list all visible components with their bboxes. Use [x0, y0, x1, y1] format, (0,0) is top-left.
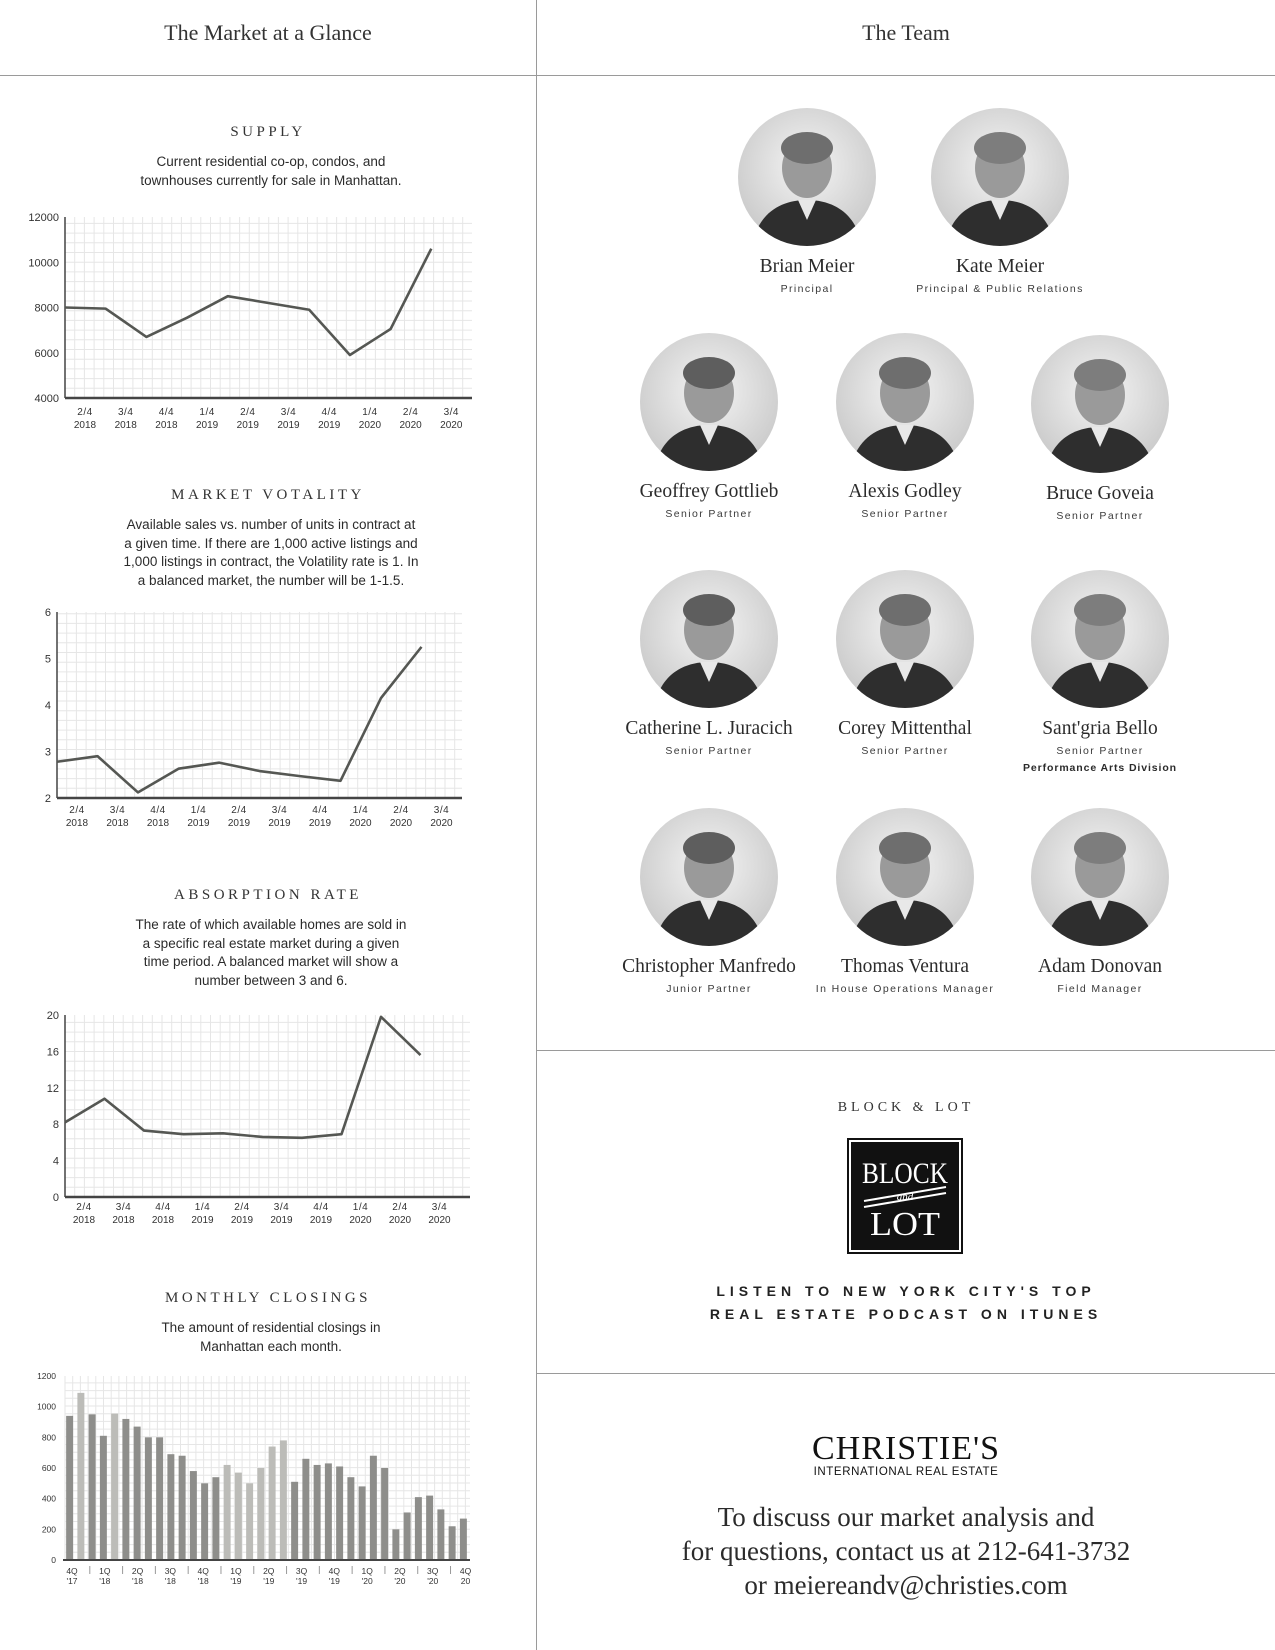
team-member-role: Field Manager [1057, 983, 1143, 995]
x-tick-label: 2018 [106, 818, 129, 829]
bar [167, 1454, 174, 1560]
logo-word-block: BLOCK [862, 1157, 949, 1190]
bar [381, 1468, 388, 1560]
x-tick-label: 2019 [318, 420, 341, 431]
bar [437, 1509, 444, 1560]
volatility-desc-line: a given time. If there are 1,000 active listings and [124, 535, 418, 551]
y-tick-label: 12000 [28, 212, 59, 224]
supply-line-chart [0, 205, 536, 435]
bar [89, 1414, 96, 1560]
volatility-desc-line: a balanced market, the number will be 1-1.5. [137, 572, 405, 588]
x-tick-label: 2019 [195, 420, 219, 431]
supply-chart-title: SUPPLY [230, 124, 306, 140]
x-tick-label: 2018 [155, 420, 178, 431]
brand-subtitle: INTERNATIONAL REAL ESTATE [813, 1466, 999, 1478]
team-member-card [1000, 570, 1200, 774]
x-tick-label: 2020 [440, 420, 463, 431]
team-member-photo [640, 333, 778, 471]
y-tick-label: 8000 [34, 302, 59, 315]
contact-line-phone[interactable]: for questions, contact us at 212-641-3732 [681, 1536, 1131, 1566]
team-member-card [707, 108, 907, 295]
podcast-cta-line: LISTEN TO NEW YORK CITY'S TOP [716, 1283, 1096, 1299]
absorption-desc-line: number between 3 and 6. [194, 972, 348, 988]
team-member-photo [1031, 808, 1169, 946]
x-tick-label: 2/4 [77, 407, 93, 418]
y-tick-label: 1200 [37, 1371, 56, 1381]
x-tick-label: '19 [263, 1576, 275, 1586]
y-tick-label: 8 [52, 1119, 59, 1132]
x-tick-label: '20 [427, 1576, 439, 1586]
bar [325, 1463, 332, 1560]
x-tick-label: 2019 [227, 818, 251, 829]
x-tick-label: 4/4 [150, 805, 166, 816]
x-tick-label: '19 [328, 1576, 340, 1586]
bar [179, 1456, 186, 1560]
logo-word-lot: LOT [870, 1206, 941, 1243]
team-member-role: Principal [780, 283, 834, 295]
logo-word-and: and [896, 1191, 914, 1203]
bar [426, 1496, 433, 1560]
chart-grid [65, 217, 472, 398]
bar [302, 1459, 309, 1560]
team-member-name: Corey Mittenthal [838, 718, 972, 739]
x-tick-label: '18 [164, 1576, 176, 1586]
x-tick-label: 2019 [187, 818, 210, 829]
column-divider [536, 0, 537, 1650]
team-member-name: Adam Donovan [1037, 956, 1163, 977]
header-rule [0, 75, 1275, 76]
bar [314, 1465, 321, 1560]
team-member-card [805, 333, 1005, 520]
bar [122, 1419, 129, 1560]
x-tick-label: 3/4 [443, 407, 460, 418]
bar [145, 1437, 152, 1560]
team-member-photo [640, 808, 778, 946]
y-tick-label: 1000 [37, 1401, 56, 1412]
team-member-name: Catherine L. Juracich [625, 718, 793, 739]
y-tick-label: 4000 [34, 393, 59, 405]
team-member-card [805, 570, 1005, 757]
y-tick-label: 0 [52, 1192, 59, 1204]
volatility-chart-description [68, 516, 474, 590]
team-member-photo [1031, 570, 1169, 708]
x-tick-label: 1Q [99, 1566, 111, 1576]
bar [460, 1519, 467, 1560]
x-tick-label: 2020 [399, 420, 422, 431]
team-member-role: Senior Partner [665, 745, 753, 757]
y-tick-label: 6000 [34, 347, 59, 360]
bar [134, 1427, 141, 1560]
x-tick-label: 2/4 [231, 805, 247, 816]
x-tick-label: 2019 [191, 1215, 214, 1226]
team-member-role: Senior Partner [1056, 510, 1144, 522]
x-tick-label: 3/4 [433, 805, 450, 816]
x-tick-label: 2/4 [69, 805, 85, 816]
chart-grid [65, 1015, 470, 1197]
team-member-role: Senior Partner [665, 508, 753, 520]
team-member-name: Kate Meier [955, 256, 1045, 277]
x-tick-label: 2/4 [393, 805, 409, 816]
x-tick-label: 2019 [309, 1215, 333, 1226]
x-tick-label: '18 [197, 1576, 209, 1586]
bar [280, 1440, 287, 1560]
x-tick-label: 1/4 [190, 805, 207, 816]
team-bottom-rule [537, 1050, 1275, 1051]
x-tick-label: '20 [361, 1576, 373, 1586]
team-member-name: Alexis Godley [848, 481, 962, 502]
market-glance-heading: The Market at a Glance [164, 20, 372, 45]
x-tick-label: 2020 [428, 1215, 451, 1226]
x-tick-label: 3/4 [431, 1202, 448, 1213]
supply-desc-line: Current residential co-op, condos, and [156, 154, 386, 169]
team-member-division: Performance Arts Division [1023, 762, 1177, 774]
bar [449, 1526, 456, 1560]
x-tick-label: 4Q [328, 1566, 341, 1576]
bar [269, 1447, 276, 1560]
podcast-bottom-rule [537, 1373, 1275, 1374]
supply-desc-line: townhouses currently for sale in Manhattan. [140, 172, 402, 188]
x-tick-label: 3Q [295, 1566, 308, 1576]
team-member-photo [836, 808, 974, 946]
x-tick-label: 3/4 [117, 407, 134, 418]
team-member-role: Senior Partner [861, 508, 949, 520]
christies-logo [537, 1432, 1275, 1478]
x-tick-label: 3/4 [273, 1202, 290, 1213]
absorption-desc-line: The rate of which available homes are sold in [135, 917, 407, 932]
x-tick-label: 3Q [164, 1566, 177, 1576]
bar [291, 1482, 298, 1560]
x-tick-label: 4/4 [155, 1202, 171, 1213]
team-member-photo [738, 108, 876, 246]
brand-name: CHRISTIE'S [811, 1430, 1001, 1467]
absorption-desc-line: a specific real estate market during a given [142, 935, 400, 951]
volatility-desc-line: 1,000 listings in contract, the Volatility rate is 1. In [123, 554, 419, 569]
absorption-line-chart [0, 1005, 536, 1235]
bar [235, 1473, 242, 1560]
closings-chart-description [68, 1319, 474, 1356]
y-tick-label: 2 [44, 793, 51, 805]
x-tick-label: 2020 [349, 1215, 372, 1226]
x-tick-label: 4/4 [312, 805, 328, 816]
x-tick-label: 2020 [388, 1215, 412, 1226]
x-tick-label: 1/4 [194, 1202, 211, 1213]
team-member-name: Brian Meier [759, 256, 855, 277]
y-tick-label: 6 [44, 607, 51, 619]
bar [404, 1512, 411, 1560]
bar [415, 1497, 422, 1560]
x-tick-label: 2/4 [392, 1202, 408, 1213]
y-tick-label: 600 [41, 1463, 56, 1473]
y-tick-label: 4 [52, 1155, 59, 1168]
bar [212, 1477, 219, 1560]
x-tick-label: 2019 [308, 818, 332, 829]
x-tick-label: 2018 [72, 1215, 96, 1226]
bar [392, 1529, 399, 1560]
x-tick-label: 2018 [114, 420, 137, 431]
x-tick-label: 2020 [358, 420, 382, 431]
bar [77, 1393, 84, 1560]
team-member-name: Sant'gria Bello [1042, 718, 1158, 739]
x-tick-label: 3/4 [280, 407, 297, 418]
x-tick-label: 2020 [430, 818, 453, 829]
team-member-name: Bruce Goveia [1046, 483, 1154, 504]
x-tick-label: 2Q [263, 1566, 275, 1576]
x-tick-label: 2Q [394, 1566, 406, 1576]
x-tick-label: 1/4 [352, 1202, 369, 1213]
volatility-chart-title: MARKET VOTALITY [171, 487, 365, 503]
team-member-card [900, 108, 1100, 295]
y-tick-label: 5 [44, 653, 51, 666]
bar [336, 1466, 343, 1560]
team-member-card [805, 808, 1005, 995]
x-tick-label: 2020 [349, 818, 372, 829]
team-member-card [609, 808, 809, 995]
volatility-line-chart [0, 603, 536, 835]
x-tick-label: '19 [296, 1576, 308, 1586]
podcast-label: BLOCK & LOT [837, 1100, 975, 1115]
x-tick-label: 4/4 [158, 407, 175, 418]
bar [257, 1468, 264, 1560]
bar [111, 1414, 118, 1560]
team-member-role: In House Operations Manager [815, 983, 995, 995]
x-tick-label: 4Q [459, 1566, 472, 1576]
series-line [65, 249, 431, 355]
x-tick-label: 2019 [270, 1215, 293, 1226]
x-tick-label: 2/4 [76, 1202, 92, 1213]
x-tick-label: 2019 [268, 818, 291, 829]
x-tick-label: 2/4 [402, 407, 419, 418]
team-member-card [1000, 335, 1200, 522]
closings-chart-title: MONTHLY CLOSINGS [164, 1290, 372, 1306]
team-member-name: Thomas Ventura [841, 956, 969, 977]
x-tick-label: 1/4 [362, 407, 378, 418]
team-member-photo [931, 108, 1069, 246]
x-tick-label: 2/4 [240, 407, 256, 418]
y-tick-label: 16 [46, 1046, 59, 1059]
closings-desc-line: Manhattan each month. [200, 1338, 342, 1354]
bar [66, 1416, 73, 1560]
team-heading: The Team [862, 20, 950, 45]
team-member-name: Christopher Manfredo [622, 956, 796, 977]
x-tick-label: 2018 [151, 1215, 175, 1226]
y-tick-label: 20 [46, 1010, 59, 1022]
x-tick-label: 3/4 [109, 805, 126, 816]
x-tick-label: 3/4 [271, 805, 288, 816]
x-tick-label: 4/4 [321, 407, 337, 418]
y-tick-label: 400 [41, 1493, 56, 1504]
x-tick-label: 3Q [427, 1566, 439, 1576]
y-tick-label: 0 [51, 1555, 56, 1565]
x-tick-label: '20 [394, 1576, 406, 1586]
absorption-chart-description [68, 916, 474, 990]
bar [190, 1471, 197, 1560]
x-tick-label: 2019 [277, 420, 300, 431]
x-tick-label: 2020 [389, 818, 413, 829]
contact-line-email[interactable]: or meiereandv@christies.com [744, 1570, 1068, 1600]
x-tick-label: 2018 [65, 818, 89, 829]
x-tick-label: 20 [460, 1576, 471, 1586]
x-tick-label: '18 [99, 1576, 111, 1586]
team-member-card [1000, 808, 1200, 995]
bar [347, 1477, 354, 1560]
bar [370, 1456, 377, 1560]
x-tick-label: '19 [230, 1576, 242, 1586]
x-tick-label: 4Q [66, 1566, 78, 1576]
team-member-card [609, 333, 809, 520]
y-tick-label: 10000 [28, 257, 59, 270]
x-tick-label: 4Q [197, 1566, 209, 1576]
team-member-photo [640, 570, 778, 708]
closings-bar-chart [0, 1370, 536, 1590]
closings-desc-line: The amount of residential closings in [161, 1320, 381, 1335]
x-tick-label: 2019 [230, 1215, 254, 1226]
block-and-lot-logo[interactable] [851, 1142, 959, 1250]
x-tick-label: 2Q [131, 1566, 144, 1576]
team-member-role: Principal & Public Relations [916, 283, 1084, 295]
bar [156, 1437, 163, 1560]
x-tick-label: 4/4 [313, 1202, 329, 1213]
x-tick-label: '18 [132, 1576, 144, 1586]
bar [246, 1483, 253, 1560]
x-tick-label: 3/4 [115, 1202, 132, 1213]
y-tick-label: 12 [46, 1082, 59, 1095]
bar [359, 1486, 366, 1560]
x-tick-label: 2018 [112, 1215, 135, 1226]
podcast-cta-line: REAL ESTATE PODCAST ON ITUNES [709, 1306, 1103, 1322]
absorption-chart-title: ABSORPTION RATE [174, 887, 362, 903]
y-tick-label: 4 [44, 700, 51, 712]
series-line [57, 647, 422, 793]
supply-chart-description [68, 153, 474, 190]
y-tick-label: 200 [41, 1524, 56, 1535]
team-member-photo [836, 570, 974, 708]
x-tick-label: 1Q [361, 1566, 373, 1576]
x-tick-label: 1Q [230, 1566, 242, 1576]
y-tick-label: 800 [41, 1432, 56, 1443]
team-member-role: Senior Partner [1056, 745, 1144, 757]
bar [201, 1483, 208, 1560]
podcast-call-to-action[interactable] [537, 1280, 1275, 1326]
y-tick-label: 3 [44, 746, 51, 759]
team-member-photo [836, 333, 974, 471]
bar [100, 1436, 107, 1560]
team-member-role: Senior Partner [861, 745, 949, 757]
contact-line: To discuss our market analysis and [717, 1502, 1095, 1532]
contact-block [537, 1500, 1275, 1602]
team-member-name: Geoffrey Gottlieb [639, 481, 779, 502]
team-member-card [609, 570, 809, 757]
absorption-desc-line: time period. A balanced market will show a [143, 954, 399, 969]
team-member-role: Junior Partner [666, 983, 752, 995]
x-tick-label: 1/4 [352, 805, 369, 816]
x-tick-label: 2019 [236, 420, 259, 431]
volatility-desc-line: Available sales vs. number of units in contract at [126, 517, 416, 532]
team-member-photo [1031, 335, 1169, 473]
x-tick-label: 1/4 [199, 407, 215, 418]
bar [224, 1465, 231, 1560]
block-and-lot-logo-art [854, 1145, 956, 1247]
x-tick-label: 2018 [73, 420, 97, 431]
x-tick-label: '17 [66, 1576, 78, 1586]
x-tick-label: 2/4 [234, 1202, 250, 1213]
x-tick-label: 2018 [146, 818, 170, 829]
